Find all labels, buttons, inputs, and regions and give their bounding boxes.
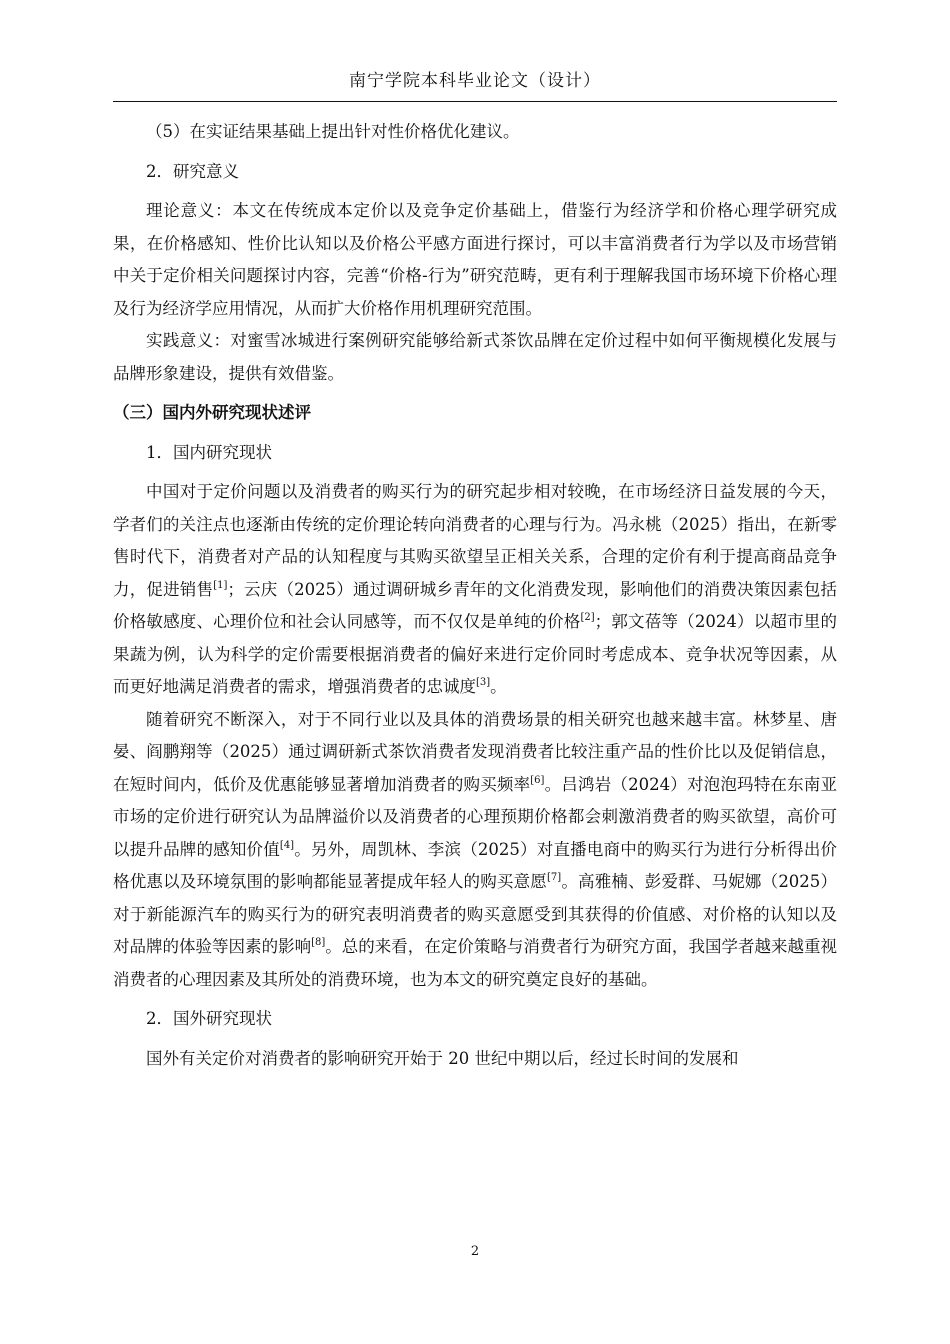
- foreign-research-paragraph: 国外有关定价对消费者的影响研究开始于 20 世纪中期以后，经过长时间的发展和: [146, 1048, 739, 1068]
- paragraph-text: ；云庆（2025）通过调研城乡青年的文化消费发现，影响他们的消费决策因素包括价格敏感度、心理价位和社会认同感等，而不仅仅是单纯的价格: [113, 579, 838, 631]
- citation-ref: [4]: [279, 839, 295, 851]
- citation-ref: [8]: [311, 937, 326, 948]
- paragraph-text: ；郭文蓓等（2024）以超市里的果蔬为例，认为科学的定价需要根据消费者的偏好来进行定价同时考虑成本、竞争状况等因素，从而更好地满足消费者的需求，增强消费者的忠诚度: [113, 612, 837, 696]
- paragraph-text: 。另外，周凯林、李滨（2025）对直播电商中的购买行为进行分析得出价格优惠以及环境氛围的影响都能显著提成年轻人的购买意愿: [113, 839, 838, 891]
- list-item-5: （5）在实证结果基础上提出针对性价格优化建议。: [146, 122, 520, 141]
- paragraph-text: 中国对于定价问题以及消费者的购买行为的研究起步相对较晚，在市场经济日益发展的今天，学者们的关注点也逐渐由传统的定价理论转向消费者的心理与行为。冯永桃（2025）指出，在新零售时代下，消费者对产品的认知程度与其购买欲望呈正相关关系，合理的定价有利于提高商品竞争力，促进销售: [113, 482, 837, 599]
- research-significance-heading: 2．研究意义: [146, 161, 239, 181]
- paragraph-text: 。吕鸿岩（2024）对泡泡玛特在东南亚市场的定价进行研究认为品牌溢价以及消费者的心理预期价格都会刺激消费者的购买欲望，高价可以提升品牌的感知价值: [113, 774, 837, 859]
- paragraph-text: 。总的来看，在定价策略与消费者行为研究方面，我国学者越来越重视消费者的心理因素及其所处的消费环境，也为本文的研究奠定良好的基础。: [113, 937, 838, 989]
- domestic-research-paragraph-1: [113, 476, 837, 704]
- theory-significance-paragraph: 理论意义：本文在传统成本定价以及竞争定价基础上，借鉴行为经济学和价格心理学研究成果，在价格感知、性价比认知以及价格公平感方面进行探讨，可以丰富消费者行为学以及市场营销中关于定价相关问题探讨内容，完善“价格-行为”研究范畴，更有利于理解我国市场环境下价格心理及行为经济学应用情况，从而扩大价格作用机理研究范围。: [113, 201, 837, 318]
- foreign-research-heading: 2．国外研究现状: [146, 1009, 272, 1028]
- paragraph-text: 随着研究不断深入，对于不同行业以及具体的消费场景的相关研究也越来越丰富。林梦星、唐晏、阎鹏翔等（2025）通过调研新式茶饮消费者发现消费者比较注重产品的性价比以及促销信息，在短时间内，低价及优惠能够显著增加消费者的购买频率: [113, 709, 837, 794]
- domestic-research-heading: 1．国内研究现状: [146, 442, 272, 462]
- practice-significance-paragraph: 实践意义：对蜜雪冰城进行案例研究能够给新式茶饮品牌在定价过程中如何平衡规模化发展与品牌形象建设，提供有效借鉴。: [113, 331, 837, 383]
- citation-ref: [1]: [213, 579, 228, 591]
- citation-ref: [6]: [530, 774, 545, 786]
- domestic-research-paragraph-2: [113, 704, 837, 997]
- page-header: 南宁学院本科毕业论文（设计）: [349, 71, 601, 91]
- page-number: 2: [470, 1244, 480, 1259]
- citation-ref: [7]: [546, 872, 562, 883]
- header-divider: [113, 101, 837, 102]
- section-3-heading: （三）国内外研究现状述评: [113, 403, 311, 422]
- citation-ref: [3]: [476, 677, 491, 688]
- page-body: [113, 116, 837, 1075]
- paragraph-text: 。: [490, 677, 507, 696]
- paragraph-text: 。高雅楠、彭爱群、马妮娜（2025）对于新能源汽车的购买行为的研究表明消费者的购买意愿受到其获得的价值感、对价格的认知以及对品牌的体验等因素的影响: [113, 872, 837, 956]
- citation-ref: [2]: [580, 612, 595, 623]
